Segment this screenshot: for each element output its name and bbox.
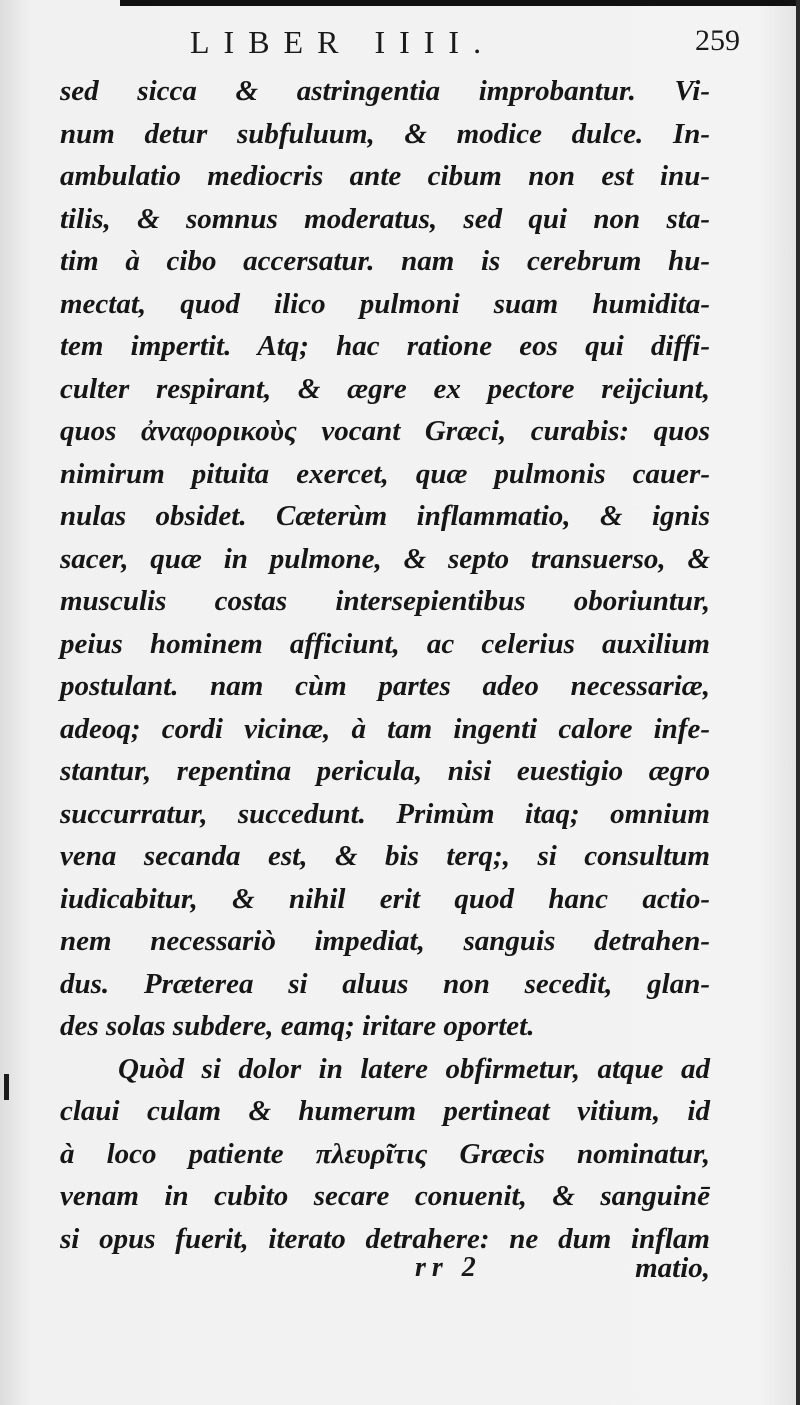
text-line: culter respirant, & ægre ex pectore reijciunt, <box>60 372 710 405</box>
text-line: vena secanda est, & bis terq;, si consultum <box>60 840 710 872</box>
scan-edge-top <box>120 0 800 6</box>
scan-mark <box>4 1074 9 1100</box>
text-line: à loco patiente πλευρῖτις Græcis nominatur, <box>60 1137 710 1170</box>
text-line: sed sicca & astringentia improbantur. Vi- <box>60 75 710 107</box>
text-line: mectat, quod ilico pulmoni suam humidita- <box>60 287 710 320</box>
text-line: sacer, quæ in pulmone, & septo transuerso, & <box>60 542 710 575</box>
text-line: si opus fuerit, iterato detrahere: ne dum inflam <box>60 1222 710 1255</box>
text-line: quos ἀναφορικοὺς vocant Græci, curabis: quos <box>60 415 710 447</box>
text-line: succurratur, succedunt. Primùm itaq; omnium <box>60 797 710 830</box>
text-line: stantur, repentina pericula, nisi euestigio ægro <box>60 755 710 787</box>
text-line: num detur subfuluum, & modice dulce. In- <box>60 117 710 150</box>
text-line: des solas subdere, eamq; iritare oportet. <box>60 1010 535 1042</box>
text-line: venam in cubito secare conuenit, & sanguinē <box>60 1180 710 1212</box>
page-header <box>60 18 740 68</box>
body-text <box>60 70 710 1260</box>
text-line: claui culam & humerum pertineat vitium, id <box>60 1095 710 1127</box>
text-line: iudicabitur, & nihil erit quod hanc actio- <box>60 882 710 915</box>
catchword: matio, <box>635 1252 710 1284</box>
text-line: postulant. nam cùm partes adeo necessariæ, <box>60 670 710 702</box>
text-line: nimirum pituita exercet, quæ pulmonis cauer- <box>60 457 710 490</box>
text-line: tilis, & somnus moderatus, sed qui non sta- <box>60 202 710 235</box>
scan-edge-right <box>796 0 800 1405</box>
text-line: dus. Præterea si aluus non secedit, glan- <box>60 967 710 1000</box>
signature-mark: rr 2 <box>415 1252 482 1283</box>
page-number: 259 <box>695 24 740 57</box>
text-line: adeoq; cordi vicinæ, à tam ingenti calore infe- <box>60 712 710 745</box>
text-line: ambulatio mediocris ante cibum non est inu- <box>60 160 710 192</box>
text-line: tem impertit. Atq; hac ratione eos qui diffi- <box>60 330 710 362</box>
text-line: tim à cibo accersatur. nam is cerebrum hu- <box>60 245 710 277</box>
text-line: peius hominem afficiunt, ac celerius auxilium <box>60 627 710 660</box>
text-line: musculis costas intersepientibus oboriuntur, <box>60 585 710 617</box>
page-footer <box>60 1248 710 1292</box>
text-line: nem necessariò impediat, sanguis detrahen- <box>60 925 710 957</box>
running-head: LIBER IIII. <box>190 24 496 60</box>
text-line: nulas obsidet. Cæterùm inflammatio, & ignis <box>60 500 710 532</box>
paragraph-start-line: Quòd si dolor in latere obfirmetur, atque ad <box>118 1052 710 1085</box>
